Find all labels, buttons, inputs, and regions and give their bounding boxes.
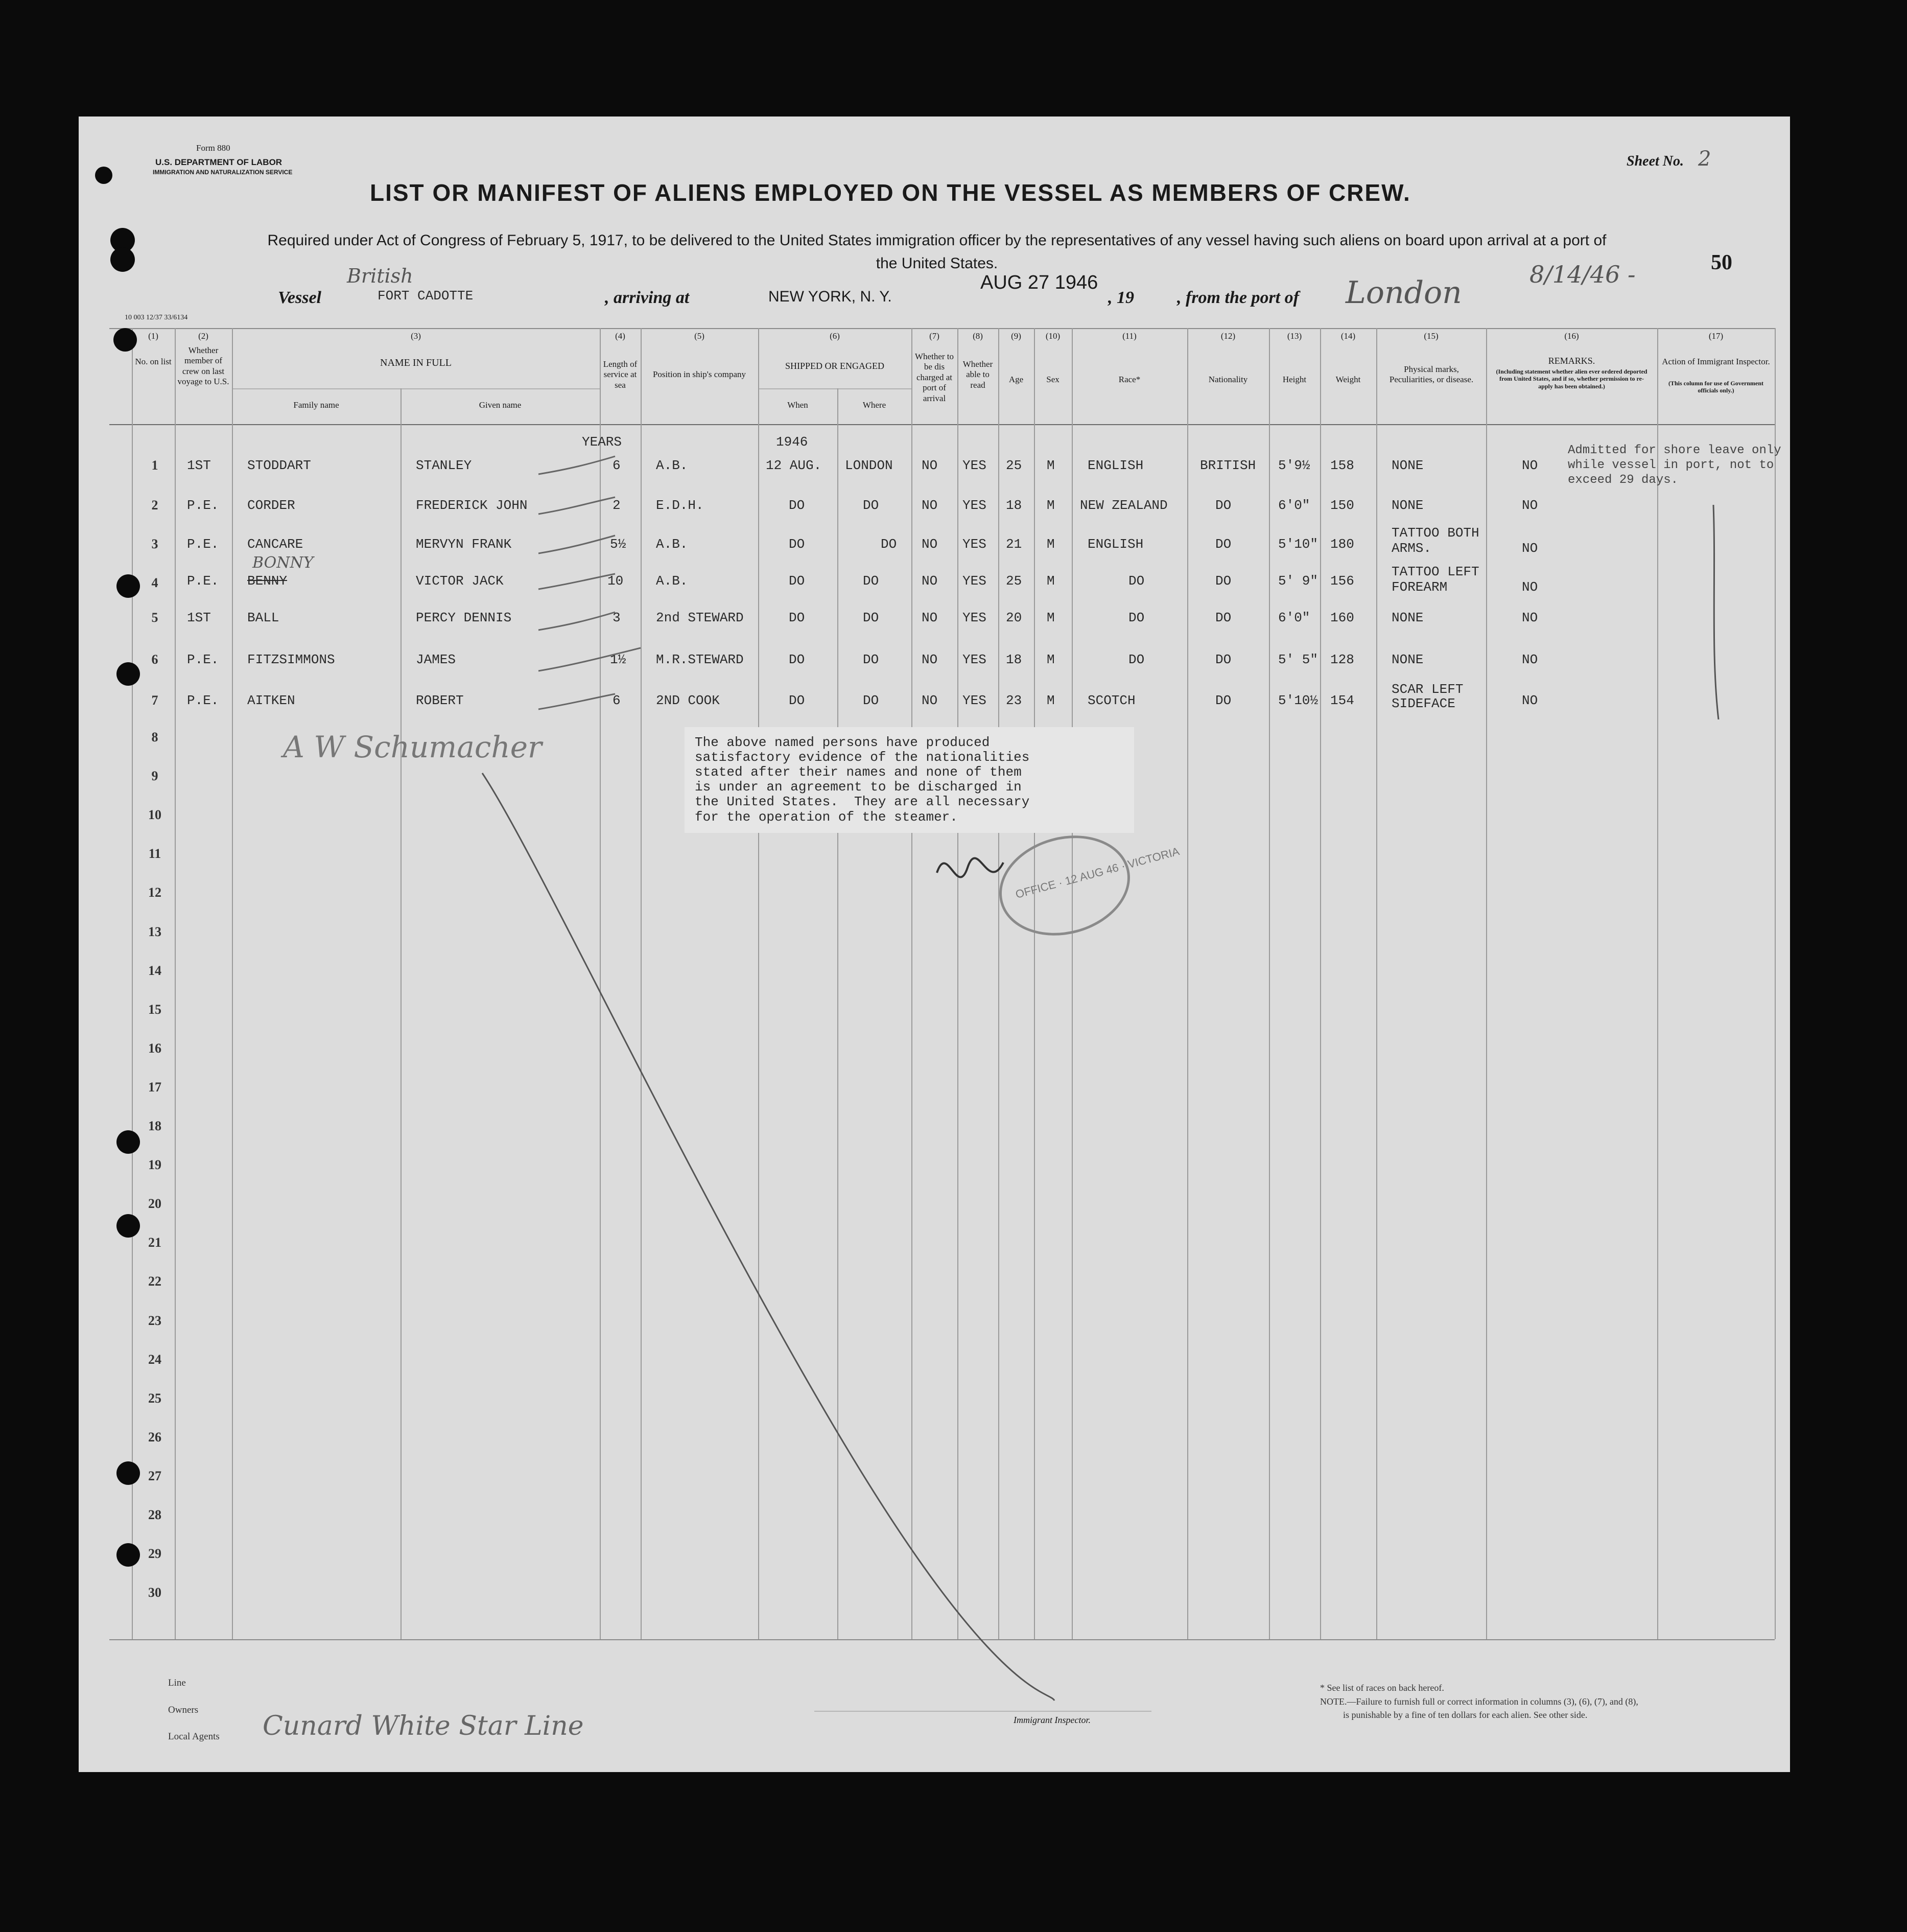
row-number: 26 xyxy=(148,1430,161,1445)
check-mark xyxy=(538,497,615,514)
col-header-weight: Weight xyxy=(1335,375,1361,384)
handwritten-marks xyxy=(79,117,1790,1772)
binder-hole xyxy=(116,574,140,598)
col-header-height: Height xyxy=(1282,375,1307,384)
nationality-statement: The above named persons have produced satisfactory evidence of the nationalities stated after their names and none of them is under an agreement to be discharged in the United States. They are all necessary for the operation of the steamer. xyxy=(685,727,1134,833)
agents-label: Local Agents xyxy=(168,1731,220,1742)
given-name-cell: VICTOR JACK xyxy=(416,573,504,589)
col-num: (17) xyxy=(1708,331,1724,341)
service: IMMIGRATION AND NATURALIZATION SERVICE xyxy=(153,169,293,176)
col-header-read: Whether able to read xyxy=(962,359,993,390)
col-num: (3) xyxy=(411,331,421,341)
handwritten-correction: BONNY xyxy=(252,554,314,572)
row-number: 5 xyxy=(151,610,158,625)
read-cell: YES xyxy=(962,458,986,473)
last-voyage-cell: P.E. xyxy=(187,537,219,552)
page-subtitle: Required under Act of Congress of February 5, 1917, to be delivered to the United States immigration officer by the representatives of any vessel having such aliens on board upon arrival at a port of the United States. xyxy=(267,232,1607,272)
col-num: (6) xyxy=(830,331,840,341)
row-number: 30 xyxy=(148,1585,161,1600)
weight-cell: 154 xyxy=(1330,693,1354,708)
row-number: 29 xyxy=(148,1546,161,1561)
given-name-cell: MERVYN FRANK xyxy=(416,537,512,552)
arriving-port: NEW YORK, N. Y. xyxy=(768,288,892,305)
when-cell: DO xyxy=(789,652,805,667)
nationality-cell: BRITISH xyxy=(1200,458,1256,473)
position-cell: 2nd STEWARD xyxy=(656,610,744,625)
service-cell: 6 xyxy=(613,693,621,708)
read-cell: YES xyxy=(962,537,986,552)
binder-hole xyxy=(116,1461,140,1485)
col-num: (16) xyxy=(1564,331,1579,341)
last-voyage-cell: P.E. xyxy=(187,652,219,667)
row-number: 19 xyxy=(148,1157,161,1172)
binder-hole xyxy=(116,1214,140,1238)
where-cell: DO xyxy=(863,573,879,589)
row-number: 7 xyxy=(151,693,158,708)
discharge-cell: NO xyxy=(922,458,938,473)
col-header-no: No. on list xyxy=(135,357,172,366)
department: U.S. DEPARTMENT OF LABOR xyxy=(155,157,282,167)
row-number: 15 xyxy=(148,1002,161,1017)
last-voyage-cell: P.E. xyxy=(187,573,219,589)
print-code: 10 003 12/37 33/6134 xyxy=(125,314,188,321)
race-cell: DO xyxy=(1128,610,1145,625)
fine-note-1: NOTE.—Failure to furnish full or correct information in columns (3), (6), (7), and (8), xyxy=(1320,1696,1638,1707)
col-num: (7) xyxy=(929,331,939,341)
row-number: 8 xyxy=(151,730,158,744)
age-cell: 18 xyxy=(1006,652,1022,667)
manifest-sheet xyxy=(79,117,1790,1772)
service-cell: 3 xyxy=(613,610,621,625)
height-cell: 5' 5" xyxy=(1278,652,1319,667)
col-num: (15) xyxy=(1424,331,1439,341)
family-name-cell: AITKEN xyxy=(247,693,295,708)
nationality-cell: DO xyxy=(1215,537,1232,552)
row-number: 27 xyxy=(148,1469,161,1483)
position-cell: A.B. xyxy=(656,537,688,552)
year-label: , 19 xyxy=(1108,288,1134,307)
binder-hole xyxy=(95,167,112,184)
weight-cell: 158 xyxy=(1330,458,1354,473)
family-name-cell: FITZSIMMONS xyxy=(247,652,335,667)
marks-cell: FOREARM xyxy=(1392,579,1448,595)
owners-label: Owners xyxy=(168,1705,199,1715)
fine-note-2: is punishable by a fine of ten dollars for each alien. See other side. xyxy=(1343,1710,1588,1720)
col-num: (14) xyxy=(1340,331,1356,341)
age-cell: 23 xyxy=(1006,693,1022,708)
row-number: 3 xyxy=(151,537,158,551)
line-label: Line xyxy=(168,1678,186,1688)
age-cell: 25 xyxy=(1006,573,1022,589)
marks-cell: TATTOO BOTH xyxy=(1392,525,1479,541)
marks-cell: NONE xyxy=(1392,610,1424,625)
col-header-shipped: SHIPPED OR ENGAGED xyxy=(785,361,884,371)
ink-line xyxy=(1713,505,1718,719)
when-cell: 12 AUG. xyxy=(766,458,822,473)
check-mark xyxy=(538,574,615,589)
last-voyage-cell: P.E. xyxy=(187,498,219,513)
remarks-cell: NO xyxy=(1522,652,1538,667)
row-number: 11 xyxy=(148,846,161,861)
family-name-cell: BENNY xyxy=(247,573,288,589)
binder-hole xyxy=(116,662,140,686)
row-number: 14 xyxy=(148,963,161,978)
age-cell: 25 xyxy=(1006,458,1022,473)
remarks-cell: NO xyxy=(1522,579,1538,595)
race-cell: ENGLISH xyxy=(1088,458,1144,473)
row-number: 2 xyxy=(151,498,158,513)
check-mark xyxy=(538,536,615,553)
col-header-last-voyage: Whether member of crew on last voyage to U.S. xyxy=(177,345,229,387)
binder-hole xyxy=(110,247,135,272)
row-number: 18 xyxy=(148,1119,161,1133)
vessel-name: FORT CADOTTE xyxy=(378,288,474,304)
row-number: 21 xyxy=(148,1235,161,1250)
year-1946: 1946 xyxy=(776,434,808,450)
marks-cell: TATTOO LEFT xyxy=(1392,564,1479,579)
service-cell: 2 xyxy=(613,498,621,513)
col-header-discharge: Whether to be dis charged at port of arrival xyxy=(915,352,954,403)
where-cell: DO xyxy=(863,498,879,513)
where-cell: LONDON xyxy=(845,458,893,473)
height-cell: 5'9½ xyxy=(1278,458,1310,473)
sex-cell: M xyxy=(1047,458,1055,473)
race-cell: ENGLISH xyxy=(1088,537,1144,552)
where-cell: DO xyxy=(881,537,897,552)
position-cell: A.B. xyxy=(656,573,688,589)
col-num: (10) xyxy=(1045,331,1061,341)
read-cell: YES xyxy=(962,498,986,513)
sex-cell: M xyxy=(1047,610,1055,625)
given-name-cell: JAMES xyxy=(416,652,456,667)
col-header-age: Age xyxy=(1008,375,1024,384)
position-cell: A.B. xyxy=(656,458,688,473)
col-num: (5) xyxy=(694,331,704,341)
family-name-cell: CANCARE xyxy=(247,537,303,552)
marks-cell: NONE xyxy=(1392,498,1424,513)
service-cell: 10 xyxy=(607,573,624,589)
check-mark xyxy=(538,694,615,709)
discharge-cell: NO xyxy=(922,573,938,589)
col-header-name: NAME IN FULL xyxy=(380,357,452,368)
col-header-service: Length of service at sea xyxy=(603,359,638,390)
col-num: (1) xyxy=(148,331,158,341)
row-number: 12 xyxy=(148,885,161,900)
marks-cell: SIDEFACE xyxy=(1392,696,1455,711)
where-cell: DO xyxy=(863,652,879,667)
given-name-cell: FREDERICK JOHN xyxy=(416,498,528,513)
inspector-signature: A W Schumacher xyxy=(283,730,542,764)
page-number: 50 xyxy=(1711,251,1732,274)
row-number: 6 xyxy=(151,652,158,667)
row-number: 16 xyxy=(148,1041,161,1056)
nationality-cell: DO xyxy=(1215,573,1232,589)
row-number: 13 xyxy=(148,924,161,939)
row-number: 24 xyxy=(148,1352,161,1367)
stamp-text: OFFICE · 12 AUG 46 · VICTORIA xyxy=(1014,845,1181,901)
weight-cell: 150 xyxy=(1330,498,1354,513)
col-num: (9) xyxy=(1011,331,1021,341)
read-cell: YES xyxy=(962,652,986,667)
col-header-inspector: Action of Immigrant Inspector. xyxy=(1662,357,1770,366)
inspector-label: Immigrant Inspector. xyxy=(1014,1715,1091,1725)
discharge-cell: NO xyxy=(922,537,938,552)
weight-cell: 128 xyxy=(1330,652,1354,667)
col-header-given: Given name xyxy=(479,400,522,410)
service-cell: 6 xyxy=(613,458,621,473)
form-number: Form 880 xyxy=(196,143,230,153)
weight-cell: 160 xyxy=(1330,610,1354,625)
col-header-position: Position in ship's company xyxy=(652,369,746,379)
col-header-marks: Physical marks, Peculiarities, or disease. xyxy=(1389,364,1474,385)
marks-cell: SCAR LEFT xyxy=(1392,682,1464,697)
col-header-race: Race* xyxy=(1118,375,1141,384)
col-num: (2) xyxy=(198,331,208,341)
family-name-cell: BALL xyxy=(247,610,279,625)
check-mark xyxy=(538,648,641,671)
family-name-cell: STODDART xyxy=(247,458,311,473)
height-cell: 5'10" xyxy=(1278,537,1319,552)
binder-hole xyxy=(113,328,137,352)
check-mark xyxy=(538,456,615,474)
position-cell: 2ND COOK xyxy=(656,693,720,708)
weight-cell: 180 xyxy=(1330,537,1354,552)
read-cell: YES xyxy=(962,573,986,589)
inspector-signature-line xyxy=(814,1711,1151,1712)
col-header-remarks-note: (Including statement whether alien ever ordered deported from United States, and if so, whether permission to re-apply has been obtained.) xyxy=(1496,368,1647,390)
vessel-label: Vessel xyxy=(278,288,321,307)
discharge-cell: NO xyxy=(922,693,938,708)
given-name-cell: ROBERT xyxy=(416,693,464,708)
marks-cell: NONE xyxy=(1392,458,1424,473)
binder-hole xyxy=(116,1543,140,1567)
given-name-cell: PERCY DENNIS xyxy=(416,610,512,625)
vessel-nationality: British xyxy=(347,265,413,287)
nationality-cell: DO xyxy=(1215,498,1232,513)
check-mark xyxy=(538,612,615,630)
arrival-date-stamp: AUG 27 1946 xyxy=(980,272,1098,293)
where-cell: DO xyxy=(863,693,879,708)
sheet-label: Sheet No. xyxy=(1627,153,1684,169)
discharge-cell: NO xyxy=(922,498,938,513)
col-header-sex: Sex xyxy=(1046,375,1060,384)
row-number: 1 xyxy=(151,458,158,473)
remarks-cell: NO xyxy=(1522,458,1538,473)
row-number: 4 xyxy=(151,575,158,590)
row-number: 23 xyxy=(148,1313,161,1328)
col-header-inspector-note: (This column for use of Government officials only.) xyxy=(1668,380,1764,394)
race-cell: DO xyxy=(1128,573,1145,589)
age-cell: 20 xyxy=(1006,610,1022,625)
col-header-remarks: REMARKS. xyxy=(1548,356,1595,366)
sex-cell: M xyxy=(1047,498,1055,513)
marks-cell: NONE xyxy=(1392,652,1424,667)
sex-cell: M xyxy=(1047,537,1055,552)
where-cell: DO xyxy=(863,610,879,625)
height-cell: 5'10½ xyxy=(1278,693,1319,708)
row-number: 17 xyxy=(148,1080,161,1095)
sex-cell: M xyxy=(1047,693,1055,708)
inspector-action-note: Admitted for shore leave only while vessel in port, not to exceed 29 days. xyxy=(1568,444,1781,487)
row-number: 9 xyxy=(151,769,158,783)
col-num: (11) xyxy=(1122,331,1137,341)
arriving-label: , arriving at xyxy=(605,288,690,307)
row-number: 20 xyxy=(148,1196,161,1211)
read-cell: YES xyxy=(962,693,986,708)
long-ink-line xyxy=(482,773,1054,1701)
discharge-cell: NO xyxy=(922,610,938,625)
races-note: * See list of races on back hereof. xyxy=(1320,1683,1444,1693)
col-num: (13) xyxy=(1287,331,1302,341)
from-label: , from the port of xyxy=(1177,288,1299,307)
age-cell: 18 xyxy=(1006,498,1022,513)
nationality-cell: DO xyxy=(1215,610,1232,625)
row-number: 25 xyxy=(148,1391,161,1406)
col-header-family: Family name xyxy=(293,400,339,410)
weight-cell: 156 xyxy=(1330,573,1354,589)
race-cell: DO xyxy=(1128,652,1145,667)
col-header-when: When xyxy=(787,400,808,410)
when-cell: DO xyxy=(789,573,805,589)
height-cell: 6'0" xyxy=(1278,610,1310,625)
remarks-cell: NO xyxy=(1522,693,1538,708)
page-title: LIST OR MANIFEST OF ALIENS EMPLOYED ON THE VESSEL AS MEMBERS OF CREW. xyxy=(370,179,1411,206)
agents-value: Cunard White Star Line xyxy=(263,1711,584,1741)
position-cell: E.D.H. xyxy=(656,498,704,513)
last-voyage-cell: P.E. xyxy=(187,693,219,708)
height-cell: 6'0" xyxy=(1278,498,1310,513)
remarks-cell: NO xyxy=(1522,541,1538,556)
family-name-cell: CORDER xyxy=(247,498,295,513)
col-num: (8) xyxy=(973,331,983,341)
when-cell: DO xyxy=(789,498,805,513)
last-voyage-cell: 1ST xyxy=(187,610,211,625)
race-cell: SCOTCH xyxy=(1088,693,1136,708)
service-cell: 5½ xyxy=(610,537,626,552)
service-cell: 1½ xyxy=(610,652,626,667)
col-num: (4) xyxy=(615,331,625,341)
col-header-nationality: Nationality xyxy=(1208,375,1248,384)
remarks-cell: NO xyxy=(1522,498,1538,513)
read-cell: YES xyxy=(962,610,986,625)
col-header-where: Where xyxy=(862,400,886,410)
sex-cell: M xyxy=(1047,573,1055,589)
remarks-cell: NO xyxy=(1522,610,1538,625)
height-cell: 5' 9" xyxy=(1278,573,1319,589)
col-num: (12) xyxy=(1220,331,1236,341)
nationality-cell: DO xyxy=(1215,693,1232,708)
when-cell: DO xyxy=(789,537,805,552)
sex-cell: M xyxy=(1047,652,1055,667)
age-cell: 21 xyxy=(1006,537,1022,552)
nationality-cell: DO xyxy=(1215,652,1232,667)
position-cell: M.R.STEWARD xyxy=(656,652,744,667)
binder-hole xyxy=(116,1130,140,1154)
race-cell: NEW ZEALAND xyxy=(1080,498,1168,513)
row-number: 28 xyxy=(148,1507,161,1522)
discharge-cell: NO xyxy=(922,652,938,667)
sheet-number: 2 xyxy=(1698,147,1711,171)
row-number: 22 xyxy=(148,1274,161,1289)
handwritten-date: 8/14/46 - xyxy=(1529,261,1636,288)
from-port: London xyxy=(1346,275,1462,311)
initials-mark xyxy=(937,858,1003,877)
marks-cell: ARMS. xyxy=(1392,541,1432,556)
years-label: YEARS xyxy=(582,434,622,450)
row-number: 10 xyxy=(148,807,161,822)
given-name-cell: STANLEY xyxy=(416,458,472,473)
when-cell: DO xyxy=(789,610,805,625)
when-cell: DO xyxy=(789,693,805,708)
last-voyage-cell: 1ST xyxy=(187,458,211,473)
